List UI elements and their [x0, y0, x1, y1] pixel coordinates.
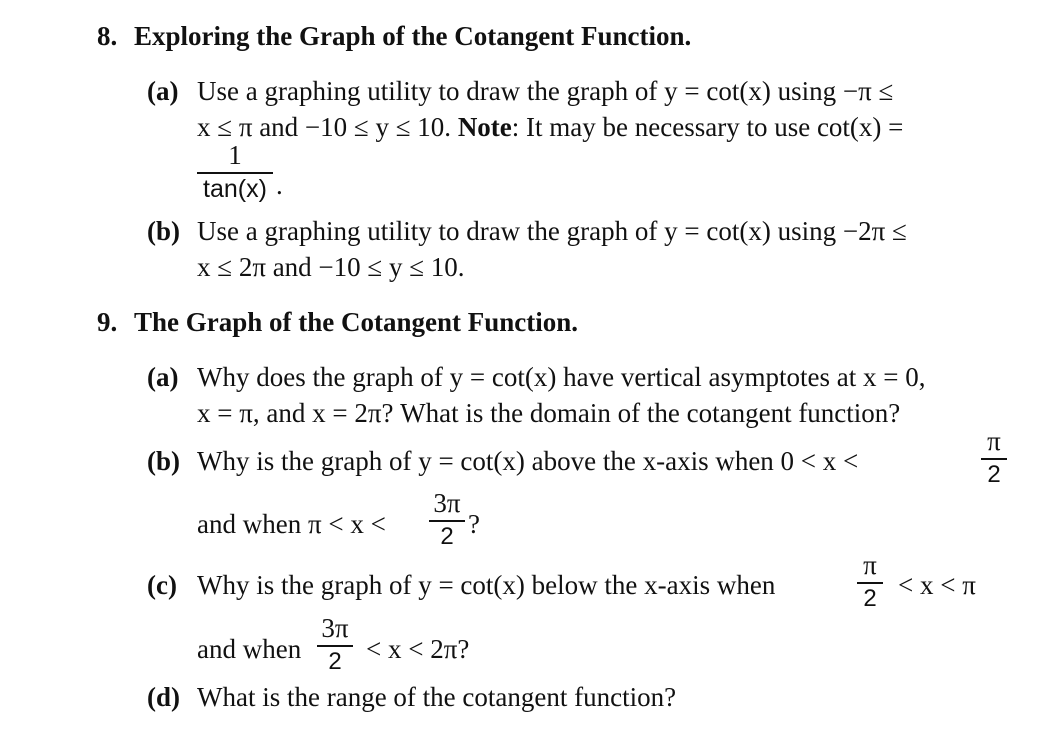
- fraction-denominator: 2: [987, 461, 1001, 488]
- item-9b-line2: and when π < x <: [197, 509, 386, 539]
- fraction-bar: [857, 582, 883, 584]
- item-9c-line2-end: < x < 2π?: [366, 634, 470, 664]
- fraction-bar: [429, 520, 465, 522]
- fraction-numerator: 3π: [321, 613, 349, 643]
- item-9d-line1: What is the range of the cotangent function?: [197, 682, 677, 712]
- note-label: Note: [457, 112, 512, 142]
- item-9a-label: (a): [147, 362, 179, 392]
- section-9-title: The Graph of the Cotangent Function.: [134, 307, 579, 337]
- item-9b-line1: Why is the graph of y = cot(x) above the x-axis when 0 < x <: [197, 446, 859, 476]
- fraction-numerator: 1: [228, 140, 242, 170]
- item-8a-line2: [197, 114, 903, 141]
- item-9c-fraction-2: [317, 615, 353, 674]
- item-8b-line2: x ≤ 2π and −10 ≤ y ≤ 10.: [197, 252, 465, 282]
- item-9c-line1-end: < x < π: [898, 570, 976, 600]
- section-9-number: 9.: [97, 307, 118, 337]
- item-9b-question-mark: ?: [468, 509, 480, 539]
- section-8-number: 8.: [97, 21, 118, 51]
- item-9a-line1: Why does the graph of y = cot(x) have vertical asymptotes at x = 0,: [197, 362, 926, 392]
- fraction-bar: [197, 172, 273, 174]
- fraction-denominator: 2: [863, 585, 877, 612]
- note-text: : It may be necessary to use cot(x) =: [511, 112, 904, 142]
- fraction-numerator: 3π: [433, 488, 461, 518]
- item-9c-fraction-1: [857, 552, 883, 611]
- fraction-bar: [981, 458, 1007, 460]
- section-8-title: Exploring the Graph of the Cotangent Function.: [134, 21, 692, 51]
- item-9c-line1: Why is the graph of y = cot(x) below the x-axis when: [197, 570, 776, 600]
- item-9c-label: (c): [147, 570, 177, 600]
- fraction-numerator: π: [863, 550, 877, 580]
- item-9b-fraction-1: [981, 428, 1007, 487]
- item-8b-line1: Use a graphing utility to draw the graph of y = cot(x) using −2π ≤: [197, 216, 907, 246]
- item-9b-fraction-2: [429, 490, 465, 549]
- item-8a-period: .: [276, 170, 283, 200]
- item-8a-fraction: [197, 142, 273, 202]
- fraction-denominator: tan(x): [203, 175, 267, 203]
- fraction-denominator: 2: [440, 523, 454, 550]
- fraction-denominator: 2: [328, 648, 342, 675]
- item-8b-label: (b): [147, 216, 180, 246]
- item-8a-line1: Use a graphing utility to draw the graph of y = cot(x) using −π ≤: [197, 76, 894, 106]
- item-9d-label: (d): [147, 682, 180, 712]
- item-9b-label: (b): [147, 446, 180, 476]
- item-9a-line2: x = π, and x = 2π? What is the domain of the cotangent function?: [197, 398, 901, 428]
- item-8a-label: (a): [147, 76, 179, 106]
- fraction-bar: [317, 645, 353, 647]
- item-9c-line2: and when: [197, 634, 302, 664]
- item-8a-line2-text: x ≤ π and −10 ≤ y ≤ 10.: [197, 112, 458, 142]
- fraction-numerator: π: [987, 426, 1001, 456]
